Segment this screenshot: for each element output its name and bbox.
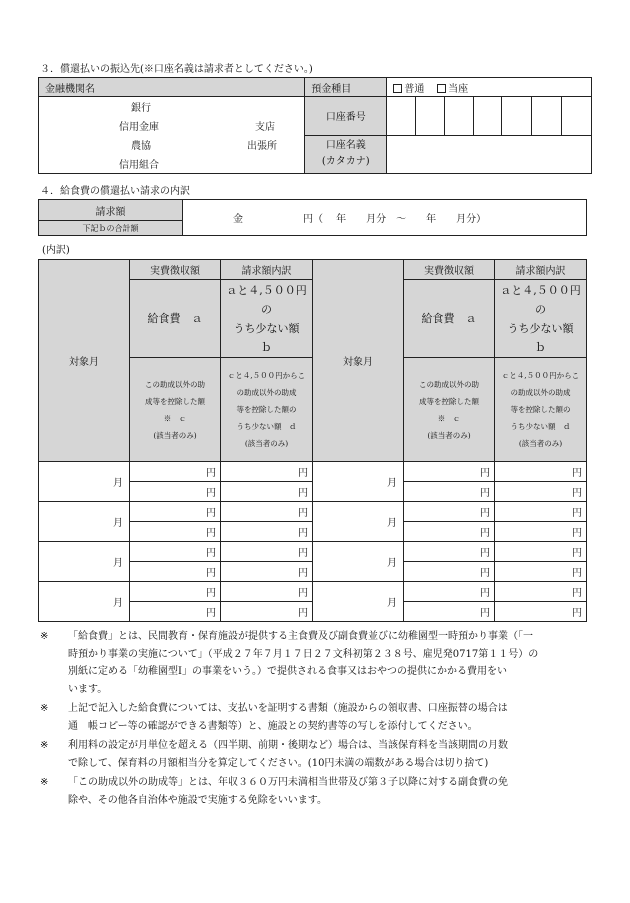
claim-amount-table: [38, 199, 587, 236]
note-1: ※ 「給食費」とは、民間教育・保育施設が提供する主食費及び副食費並びに幼稚園型一時預かり事業（「一 時預かり事業の実施について」（平成２７年７月１７日２７文科初第２３８号、雇児発0717第１１号）の 別紙に定める「幼稚園型Ⅰ」の事業をいう。）で提供される食事又はおやつの提供にかかる費用をい います。: [40, 628, 600, 698]
yen-cell[interactable]: 円: [221, 562, 313, 582]
account-type-options: [387, 78, 592, 97]
lesser-b-left: ａと４,５００円の うち少ない額 ｂ: [221, 280, 313, 358]
bank-name-field[interactable]: [39, 97, 305, 174]
ordinary-checkbox[interactable]: 普通: [393, 84, 424, 95]
yen-cell[interactable]: 円: [130, 522, 221, 542]
yen-cell[interactable]: 円: [404, 462, 495, 482]
account-digit-6[interactable]: [532, 97, 562, 136]
month-cell[interactable]: 月: [39, 502, 130, 542]
yen-cell[interactable]: 円: [495, 482, 587, 502]
yen-cell[interactable]: 円: [404, 542, 495, 562]
yen-cell[interactable]: 円: [404, 502, 495, 522]
actual-header-right: 実費徴収額: [404, 260, 495, 280]
yen-cell[interactable]: 円: [221, 482, 313, 502]
yen-cell[interactable]: 円: [404, 562, 495, 582]
account-name-label: 口座名義 (カタカナ): [305, 135, 387, 174]
account-type-label: 預金種目: [305, 78, 387, 97]
account-digit-4[interactable]: [473, 97, 502, 136]
yen-cell[interactable]: 円: [495, 502, 587, 522]
yen-cell[interactable]: 円: [495, 602, 587, 622]
yen-cell[interactable]: 円: [221, 602, 313, 622]
bank-kind-kumiai: 信用組合: [119, 160, 159, 171]
account-digit-1[interactable]: [387, 97, 416, 136]
current-checkbox[interactable]: 当座: [437, 84, 468, 95]
note-3: ※ 利用料の設定が月単位を超える（四半期、前期・後期など）場合は、当該保育料を当該期間の月数 で除して、保育料の月額相当分を算定してください。(10円未満の端数がある場合は切り捨て): [40, 737, 600, 772]
yen-cell[interactable]: 円: [404, 582, 495, 602]
actual-header-left: 実費徴収額: [130, 260, 221, 280]
month-cell[interactable]: 月: [39, 582, 130, 622]
claim-label: 請求額: [39, 200, 183, 221]
bank-kind-bank: 銀行: [131, 103, 151, 114]
branch-kind-shucchojo: 出張所: [247, 141, 277, 152]
note-mark: ※: [40, 703, 49, 714]
month-cell[interactable]: 月: [313, 502, 404, 542]
yen-cell[interactable]: 円: [495, 562, 587, 582]
yen-cell[interactable]: 円: [221, 582, 313, 602]
yen-cell[interactable]: 円: [130, 602, 221, 622]
yen-cell[interactable]: 円: [495, 582, 587, 602]
note-2: ※ 上記で記入した給食費については、支払いを証明する書類（施設からの領収書、口座振替の場合は 通 帳コピー等の確認ができる書類等）と、施設との契約書等の写しを添付してください。: [40, 700, 600, 735]
yen-cell[interactable]: 円: [221, 502, 313, 522]
yen-cell[interactable]: 円: [221, 522, 313, 542]
note-mark: ※: [40, 777, 49, 788]
exclusion-c-right: この助成以外の助 成等を控除した額 ※ ｃ (該当者のみ): [404, 358, 495, 462]
bank-account-table: [38, 77, 592, 174]
note-4: ※ 「この助成以外の助成等」とは、年収３６０万円未満相当世帯及び第３子以降に対する副食費の免 除や、その他各自治体や施設で実施する免除をいいます。: [40, 774, 600, 809]
note-mark: ※: [40, 631, 49, 642]
target-month-header-right: 対象月: [313, 260, 404, 462]
account-digit-5[interactable]: [502, 97, 532, 136]
account-digit-2[interactable]: [416, 97, 445, 136]
month-cell[interactable]: 月: [313, 542, 404, 582]
yen-cell[interactable]: 円: [221, 542, 313, 562]
branch-kind-shiten: 支店: [255, 122, 275, 133]
yen-cell[interactable]: 円: [495, 542, 587, 562]
account-digit-7[interactable]: [562, 97, 592, 136]
meal-fee-a-right: 給食費 ａ: [404, 280, 495, 358]
bank-kind-shinkin: 信用金庫: [119, 122, 159, 133]
claim-header-left: 請求額内訳: [221, 260, 313, 280]
claim-header-right: 請求額内訳: [495, 260, 587, 280]
notes: [40, 628, 600, 811]
yen-cell[interactable]: 円: [130, 462, 221, 482]
lesser-b-right: ａと４,５００円の うち少ない額 ｂ: [495, 280, 587, 358]
yen-cell[interactable]: 円: [495, 462, 587, 482]
target-month-header-left: 対象月: [39, 260, 130, 462]
section3-title: ３．償還払いの振込先(※口座名義は請求者としてください。): [40, 64, 313, 75]
yen-cell[interactable]: 円: [221, 462, 313, 482]
yen-cell[interactable]: 円: [404, 482, 495, 502]
claim-sub-label: 下記ｂの合計額: [39, 221, 183, 236]
yen-cell[interactable]: 円: [130, 542, 221, 562]
yen-cell[interactable]: 円: [130, 562, 221, 582]
note-mark: ※: [40, 740, 49, 751]
month-cell[interactable]: 月: [313, 462, 404, 502]
lesser-d-right: ｃと４,５００円からこ の助成以外の助成 等を控除した額の うち少ない額 ｄ (該当者のみ): [495, 358, 587, 462]
yen-cell[interactable]: 円: [130, 582, 221, 602]
claim-amount-line: 金 円（ 年 月分 ～ 年 月分）: [233, 214, 487, 225]
account-number-label: 口座番号: [305, 97, 387, 136]
lesser-d-left: ｃと４,５００円からこ の助成以外の助成 等を控除した額の うち少ない額 ｄ (該当者のみ): [221, 358, 313, 462]
yen-cell[interactable]: 円: [495, 522, 587, 542]
yen-cell[interactable]: 円: [130, 502, 221, 522]
yen-cell[interactable]: 円: [130, 482, 221, 502]
meal-fee-a-left: 給食費 ａ: [130, 280, 221, 358]
month-cell[interactable]: 月: [313, 582, 404, 622]
yen-cell[interactable]: 円: [404, 602, 495, 622]
claim-amount-field[interactable]: [183, 200, 587, 236]
month-cell[interactable]: 月: [39, 542, 130, 582]
yen-cell[interactable]: 円: [404, 522, 495, 542]
breakdown-table: [38, 259, 587, 622]
bank-name-label: 金融機関名: [39, 78, 305, 97]
month-cell[interactable]: 月: [39, 462, 130, 502]
section4-title: ４．給食費の償還払い請求の内訳: [40, 186, 190, 197]
account-name-field[interactable]: [387, 135, 592, 174]
exclusion-c-left: この助成以外の助 成等を控除した額 ※ ｃ (該当者のみ): [130, 358, 221, 462]
breakdown-label: (内訳): [42, 245, 70, 256]
bank-kind-nokyo: 農協: [131, 141, 151, 152]
account-digit-3[interactable]: [444, 97, 473, 136]
